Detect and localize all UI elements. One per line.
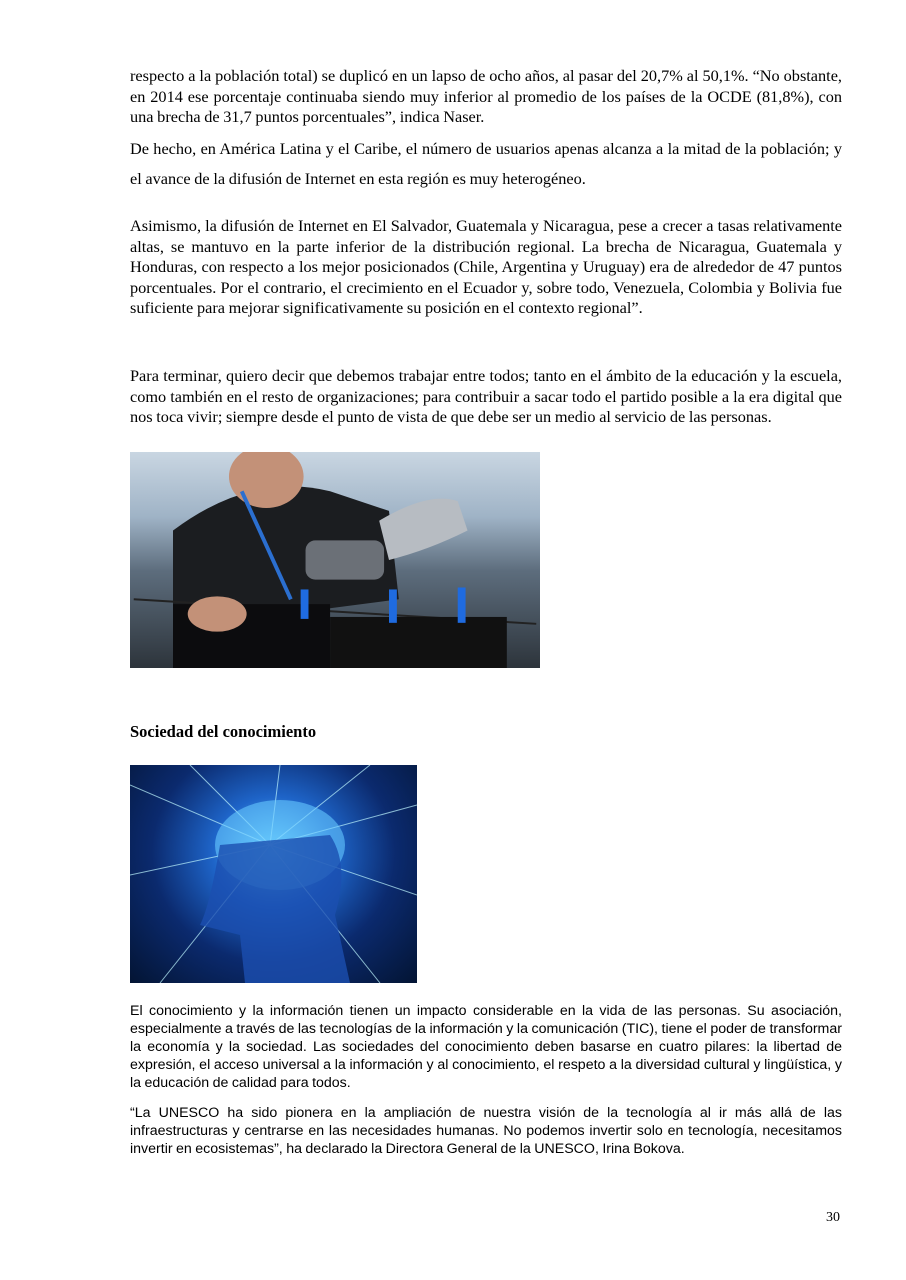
paragraph-unesco-quote: “La UNESCO ha sido pionera en la ampliación de nuestra visión de la tecnología al ir más allá de las infraestructuras y centrarse en las necesidades humanas. No podemos invertir solo en tecnología, necesitamos invertir en ecosistemas”, ha declarado la Directora General de la UNESCO, Irina Bokova. bbox=[130, 1105, 842, 1157]
paragraph-regional-gap: Asimismo, la difusión de Internet en El Salvador, Guatemala y Nicaragua, pese a crecer a tasas relativamente altas, se mantuvo en la parte inferior de la distribución regional. La brecha de Nicaragua, Guatemala y Honduras, con respecto a los mejor posicionados (Chile, Argentina y Uruguay) era de alrededor de 47 puntos porcentuales. Por el contrario, el crecimiento en el Ecuador y, sobre todo, Venezuela, Colombia y Bolivia fue suficiente para mejorar significativamente su posición en el contexto regional”. bbox=[130, 216, 842, 317]
page-number: 30 bbox=[826, 1210, 840, 1225]
paragraph-knowledge-society: El conocimiento y la información tienen un impacto considerable en la vida de las personas. Su asociación, especialmente a través de las tecnologías de la información y la comunicación (TIC), tiene el poder de transformar la economía y la sociedad. Las sociedades del conocimiento deben basarse en cuatro pilares: la libertad de expresión, el acceso universal a la información y al conocimiento, el respeto a la diversidad cultural y lingüística, y la educación de calidad para todos. bbox=[130, 1003, 842, 1091]
paragraph-internet-growth: respecto a la población total) se duplicó en un lapso de ocho años, al pasar del 20,7% al 50,1%. “No obstante, en 2014 ese porcentaje continuaba siendo muy inferior al promedio de los países de la OCDE (81,8%), con una brecha de 31,7 puntos porcentuales”, indica Naser. bbox=[130, 66, 842, 126]
section-heading: Sociedad del conocimiento bbox=[130, 722, 317, 741]
digital-brain-illustration bbox=[130, 765, 417, 983]
paragraph-latin-america: De hecho, en América Latina y el Caribe, el número de usuarios apenas alcanza a la mitad de la población; y el avance de la difusión de Internet en esta región es muy heterogéneo. bbox=[130, 139, 842, 188]
paragraph-conclusion: Para terminar, quiero decir que debemos trabajar entre todos; tanto en el ámbito de la educación y la escuela, como también en el resto de organizaciones; para contribuir a sacar todo el partido posible a la era digital que nos toca vivir; siempre desde el punto de vista de que debe ser un medio al servicio de las personas. bbox=[130, 366, 842, 426]
robotic-hand-photo bbox=[130, 452, 540, 668]
